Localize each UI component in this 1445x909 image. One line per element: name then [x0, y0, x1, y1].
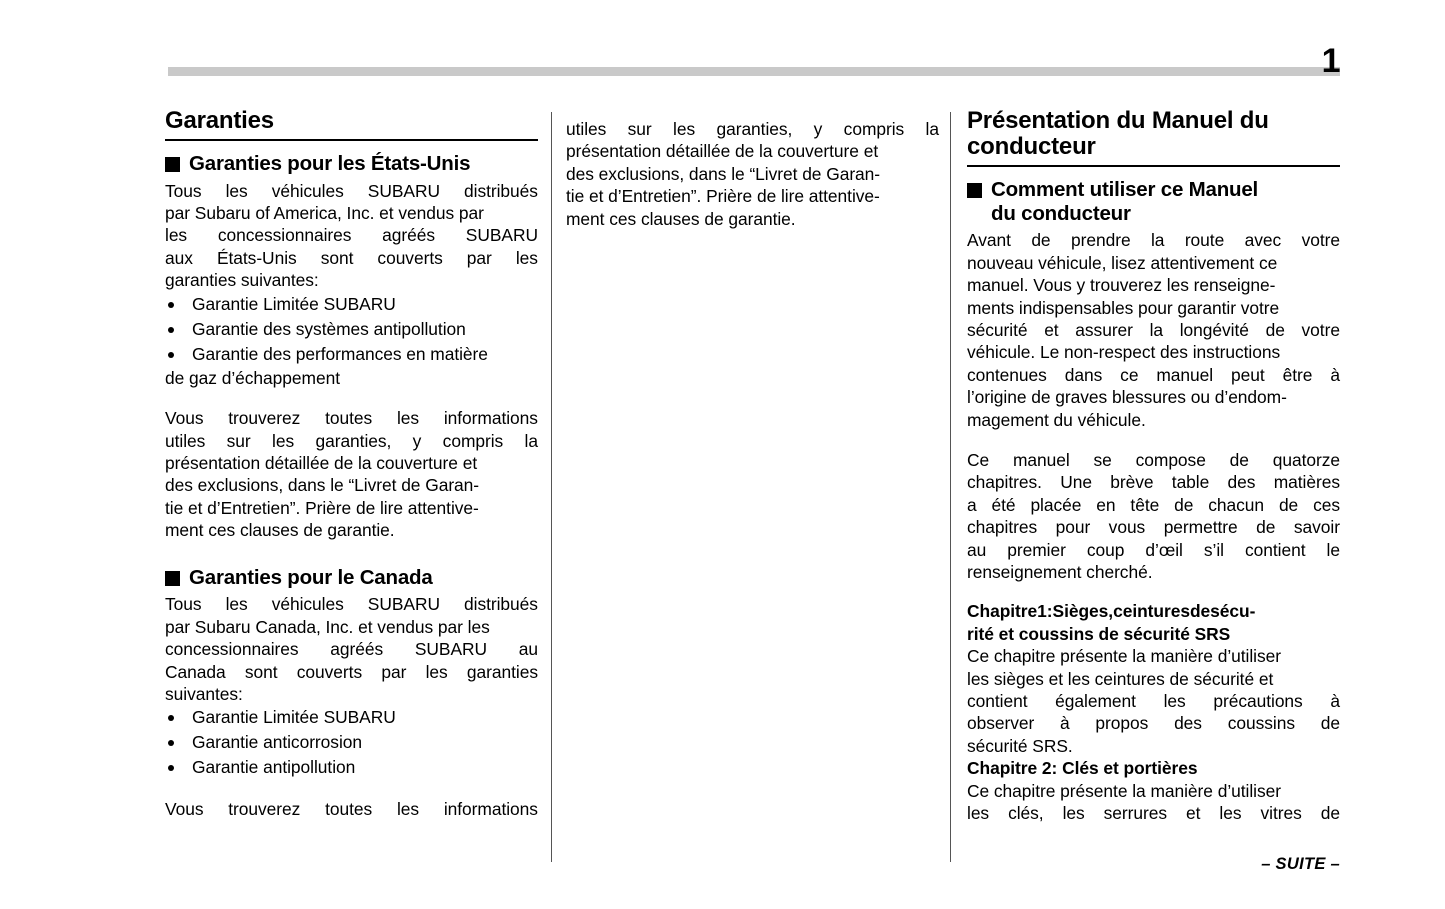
text-line: sécurité et assurer la longévité de votre: [967, 319, 1340, 340]
text-line: renseignement cherché.: [967, 562, 1153, 583]
text-line: présentation détaillée de la couverture et: [165, 452, 478, 473]
paragraph-canada-info: [165, 798, 538, 820]
section-title-line-1: Présentation du Manuel du: [967, 107, 1269, 134]
column-1: [165, 108, 538, 821]
column-2: [566, 108, 939, 230]
paragraph-usa-intro: [165, 180, 538, 292]
text-line: garanties suivantes:: [165, 270, 319, 291]
list-item: Garantie Limitée SUBARU: [165, 292, 538, 317]
header-rule: [168, 67, 1340, 76]
text-line: suivantes:: [165, 683, 243, 704]
paragraph-ce-manuel: [967, 449, 1340, 583]
text-line: ments indispensables pour garantir votre: [967, 297, 1280, 318]
text-line: utiles sur les garanties, y compris la: [566, 119, 939, 139]
text-line: nouveau véhicule, lisez attentivement ce: [967, 252, 1278, 273]
text-line: magement du véhicule.: [967, 409, 1146, 430]
paragraph-usa-info: [165, 407, 538, 541]
text-line: aux États-Unis sont couverts par les: [165, 247, 538, 268]
list-item: Garantie anticorrosion: [165, 730, 538, 755]
warranty-list-usa: [165, 292, 538, 367]
text-line: sécurité SRS.: [967, 735, 1073, 756]
chapter-2-body: [967, 780, 1340, 825]
text-line: l’origine de graves blessures ou d’endom-: [967, 387, 1287, 408]
continued-footer: – SUITE –: [1261, 855, 1340, 873]
text-line: les concessionnaires agréés SUBARU: [165, 225, 538, 246]
text-line: par Subaru of America, Inc. et vendus par: [165, 203, 484, 224]
list-item: Garantie antipollution: [165, 755, 538, 780]
text-line: Tous les véhicules SUBARU distribués: [165, 594, 538, 615]
text-line: présentation détaillée de la couverture et: [566, 141, 879, 162]
list-item: Garantie des systèmes antipollution: [165, 317, 538, 342]
text-line: tie et d’Entretien”. Prière de lire attentive-: [566, 186, 880, 207]
page-number: 1: [1321, 42, 1340, 80]
subhead-line-1: Comment utiliser ce Manuel: [991, 177, 1259, 201]
text-line: ment ces clauses de garantie.: [165, 520, 395, 541]
text-line: les clés, les serrures et les vitres de: [967, 803, 1340, 824]
warranty-list-canada: [165, 705, 538, 780]
text-line: a été placée en tête de chacun de ces: [967, 494, 1340, 515]
text-line: chapitres pour vous permettre de savoir: [967, 517, 1340, 538]
text-line: Canada sont couverts par les garanties: [165, 661, 538, 682]
text-line: contient également les précautions à: [967, 691, 1340, 712]
text-line: Vous trouverez toutes les informations: [165, 799, 538, 820]
list-item: Garantie Limitée SUBARU: [165, 705, 538, 730]
text-line: rité et coussins de sécurité SRS: [967, 623, 1231, 644]
paragraph-canada-info-continued: [566, 118, 939, 230]
text-line: Avant de prendre la route avec votre: [967, 230, 1340, 251]
text-line: concessionnaires agréés SUBARU au: [165, 639, 538, 660]
text-line: ment ces clauses de garantie.: [566, 208, 796, 229]
text-line: chapitres. Une brève table des matières: [967, 472, 1340, 493]
square-bullet-icon: [165, 571, 180, 586]
text-line: par Subaru Canada, Inc. et vendus par les: [165, 616, 490, 637]
section-title-line-2: conducteur: [967, 132, 1096, 160]
text-line: au premier coup d’œil s’il contient le: [967, 539, 1340, 560]
text-line: les sièges et les ceintures de sécurité et: [967, 668, 1274, 689]
column-3: [967, 108, 1340, 825]
column-divider-2: [950, 112, 951, 862]
chapter-2-heading: Chapitre 2: Clés et portières: [967, 758, 1198, 779]
text-line: utiles sur les garanties, y compris la: [165, 430, 538, 451]
text-line: des exclusions, dans le “Livret de Garan-: [566, 163, 881, 184]
list-item-continuation: [165, 367, 538, 389]
subhead-garanties-etats-unis: Garanties pour les États-Unis: [165, 152, 538, 176]
column-divider-1: [551, 112, 552, 862]
text-line: Ce chapitre présente la manière d’utiliser: [967, 780, 1281, 801]
text-line: Chapitre1:Sièges,ceinturesdesécu-: [967, 601, 1256, 622]
text-line: Ce chapitre présente la manière d’utiliser: [967, 646, 1281, 667]
chapter-1-body: [967, 645, 1340, 757]
paragraph-canada-intro: [165, 593, 538, 705]
text-line: manuel. Vous y trouverez les renseigne-: [967, 275, 1276, 296]
section-title-presentation: [967, 108, 1340, 167]
text-line: des exclusions, dans le “Livret de Garan-: [165, 475, 480, 496]
column-area: [0, 108, 1445, 864]
text-line: Tous les véhicules SUBARU distribués: [165, 180, 538, 201]
square-bullet-icon: [967, 183, 982, 198]
text-line: observer à propos des coussins de: [967, 713, 1340, 734]
paragraph-avant-de-prendre: [967, 229, 1340, 431]
text-line: contenues dans ce manuel peut être à: [967, 364, 1340, 385]
text-line: de gaz d’échappement: [165, 367, 340, 388]
square-bullet-icon: [165, 157, 180, 172]
section-title-garanties: Garanties: [165, 108, 538, 141]
subhead-garanties-canada: Garanties pour le Canada: [165, 566, 538, 590]
subhead-comment-utiliser: [967, 178, 1340, 226]
text-line: véhicule. Le non-respect des instructions: [967, 342, 1281, 363]
chapter-1-heading: [967, 600, 1340, 645]
text-line: Ce manuel se compose de quatorze: [967, 450, 1340, 470]
text-line: tie et d’Entretien”. Prière de lire attentive-: [165, 497, 479, 518]
text-line: Vous trouverez toutes les informations: [165, 408, 538, 429]
page-header: [168, 42, 1340, 92]
list-item: Garantie des performances en matière: [165, 342, 538, 367]
subhead-line-2: du conducteur: [991, 201, 1131, 225]
